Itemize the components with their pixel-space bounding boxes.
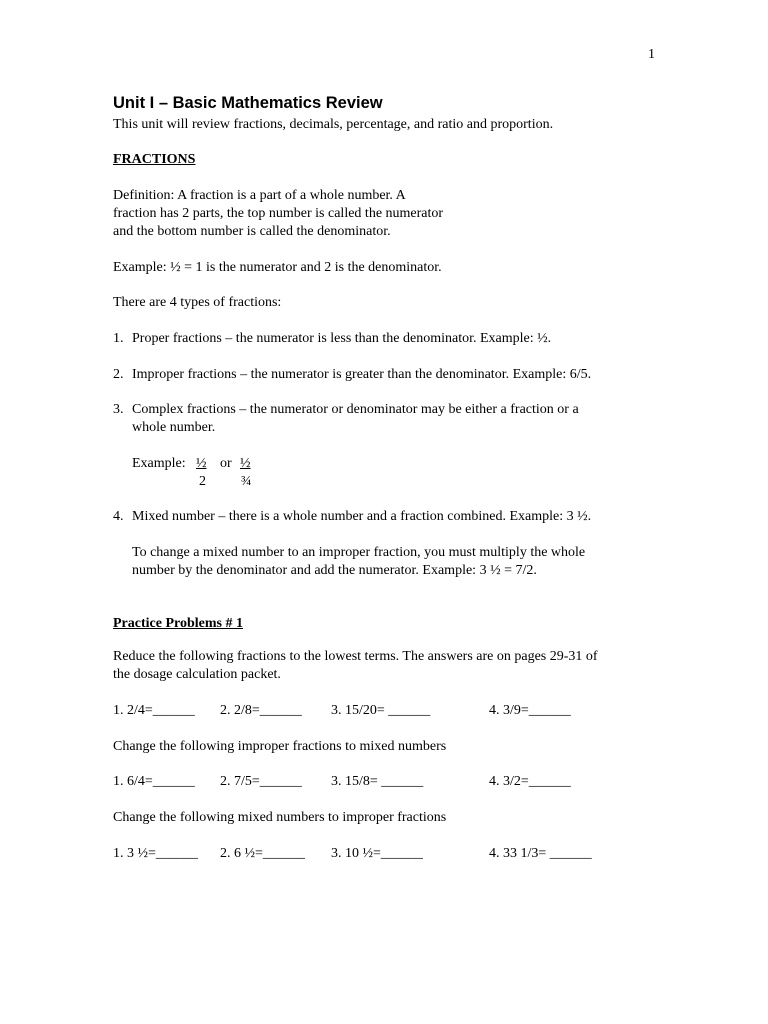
type-number: 2. — [113, 367, 124, 382]
page-title: Unit I – Basic Mathematics Review — [113, 94, 383, 112]
practice-heading: Practice Problems # 1 — [113, 616, 243, 631]
type-text: Improper fractions – the numerator is greater than the denominator. Example: 6/5. — [132, 367, 592, 382]
improper-intro: Change the following improper fractions to mixed numbers — [113, 739, 447, 754]
type-number: 3. — [113, 402, 124, 417]
type-item-complex-line-2: whole number. — [132, 420, 216, 435]
problem-2-4: 4. 3/2=______ — [489, 774, 571, 789]
type-item-proper — [113, 330, 551, 348]
type-item-complex — [113, 401, 579, 419]
problem-3-2: 2. 6 ½=______ — [220, 846, 305, 861]
type-item-mixed — [113, 508, 591, 526]
complex-example-label: Example: — [132, 456, 186, 471]
page-number: 1 — [648, 47, 655, 62]
problem-1-4: 4. 3/9=______ — [489, 703, 571, 718]
fractions-heading: FRACTIONS — [113, 152, 196, 167]
problem-1-2: 2. 2/8=______ — [220, 703, 302, 718]
complex-example-or: or — [220, 456, 232, 471]
type-number: 4. — [113, 509, 124, 524]
complex-example-numerator-2: ½ — [240, 456, 251, 471]
mixed-explain-line-1: To change a mixed number to an improper fraction, you must multiply the whole — [132, 545, 586, 560]
complex-example-denominator-1: 2 — [199, 474, 206, 489]
complex-example-numerator-1: ½ — [196, 456, 207, 471]
definition-line-2: fraction has 2 parts, the top number is called the numerator — [113, 206, 444, 221]
type-item-improper — [113, 366, 591, 384]
types-intro: There are 4 types of fractions: — [113, 295, 282, 310]
type-text: Proper fractions – the numerator is less than the denominator. Example: ½. — [132, 331, 552, 346]
problem-2-3: 3. 15/8= ______ — [331, 774, 424, 789]
practice-intro-line-2: the dosage calculation packet. — [113, 667, 281, 682]
problem-2-2: 2. 7/5=______ — [220, 774, 302, 789]
problem-1-1: 1. 2/4=______ — [113, 703, 195, 718]
mixed-intro: Change the following mixed numbers to improper fractions — [113, 810, 447, 825]
problem-3-1: 1. 3 ½=______ — [113, 846, 198, 861]
definition-line-1: Definition: A fraction is a part of a whole number. A — [113, 188, 406, 203]
type-text: Complex fractions – the numerator or denominator may be either a fraction or a — [132, 402, 579, 417]
problem-2-1: 1. 6/4=______ — [113, 774, 195, 789]
type-text: Mixed number – there is a whole number and a fraction combined. Example: 3 ½. — [132, 509, 592, 524]
intro-text: This unit will review fractions, decimals, percentage, and ratio and proportion. — [113, 117, 554, 132]
example-line: Example: ½ = 1 is the numerator and 2 is the denominator. — [113, 260, 442, 275]
problem-3-3: 3. 10 ½=______ — [331, 846, 423, 861]
complex-example-denominator-2: ¾ — [241, 474, 252, 489]
problem-3-4: 4. 33 1/3= ______ — [489, 846, 592, 861]
mixed-explain-line-2: number by the denominator and add the numerator. Example: 3 ½ = 7/2. — [132, 563, 537, 578]
practice-intro-line-1: Reduce the following fractions to the lowest terms. The answers are on pages 29-31 of — [113, 649, 598, 664]
type-number: 1. — [113, 331, 124, 346]
problem-1-3: 3. 15/20= ______ — [331, 703, 431, 718]
definition-line-3: and the bottom number is called the denominator. — [113, 224, 391, 239]
